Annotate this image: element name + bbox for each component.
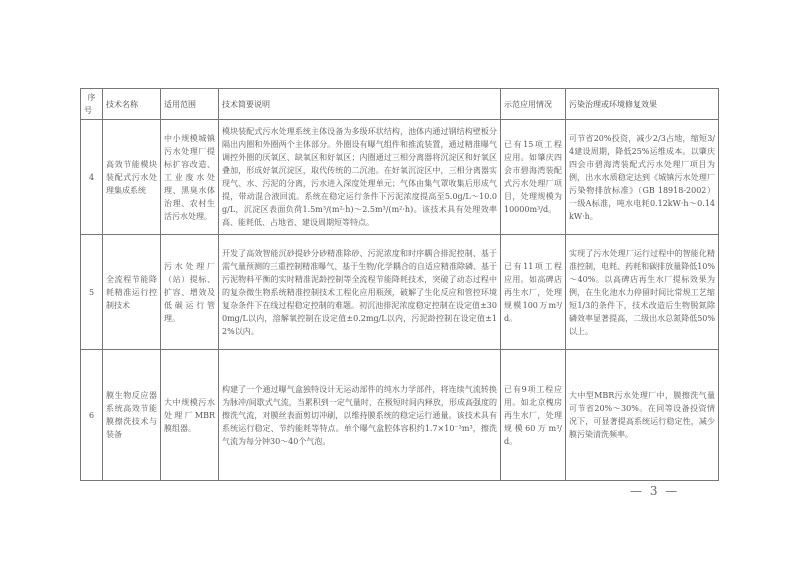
cell-effect: 实现了污水处理厂运行过程中的智能化精准控制，电耗、药耗和碳排放量降低10%～40%。以高碑店再生水厂提标效果为例，在生化池水力停留时间比常规工艺缩短1/3的条件下，技术改造后生物脱氮除磷效率显著提高，二级出水总氮降低50%以上。 — [566, 235, 719, 350]
table-row — [81, 350, 719, 481]
header-demo: 示范应用情况 — [501, 89, 566, 120]
technology-table — [80, 88, 719, 481]
cell-demo: 已有15项工程应用。如肇庆四会市碧海湾装配式污水处理厂项目，处理规模为10000m³/d。 — [501, 120, 566, 235]
cell-name: 全流程节能降耗精准运行控制技术 — [103, 235, 161, 350]
header-scope: 适用范围 — [161, 89, 219, 120]
table-row — [81, 235, 719, 350]
cell-no: 4 — [81, 120, 103, 235]
cell-effect: 大中型MBR污水处理厂中，膜擦洗气量可节省20%～30%。在同等设备投资情况下，可显著提高系统运行稳定性，减少膜污染清洗频率。 — [566, 350, 719, 481]
table-row — [81, 120, 719, 235]
cell-desc: 开发了高效智能沉砂提砂分砂精准除砂、污泥浓度和时序耦合排泥控制、基于需气量预测的三重控制精准曝气、基于生物/化学耦合的自适应精准除磷、基于污泥物料平衡的实时精准泥龄控制等全流程节能降耗技术，突破了动态过程中的复杂微生物系统精准控制技术工程化应用瓶颈，破解了生化反应和管控环境复杂条件下在线过程稳定控制的难题。初沉池排泥浓度稳定控制在设定值±300mg/L以内，溶解氧控制在设定值±0.2mg/L以内，污泥龄控制在设定值±12%以内。 — [219, 235, 501, 350]
header-name: 技术名称 — [103, 89, 161, 120]
header-no: 序号 — [81, 89, 103, 120]
cell-scope: 中小规模城镇污水处理厂提标扩容改造、工业废水处理、黑臭水体治理、农村生活污水处理。 — [161, 120, 219, 235]
cell-scope: 大中规模污水处理厂MBR膜组器。 — [161, 350, 219, 481]
cell-demo: 已有11项工程应用。如高碑店再生水厂，处理规模100万m³/d。 — [501, 235, 566, 350]
cell-name: 高效节能模块装配式污水处理集成系统 — [103, 120, 161, 235]
table-header-row — [81, 89, 719, 120]
cell-no: 5 — [81, 235, 103, 350]
cell-demo: 已有9项工程应用。如北京槐房再生水厂，处理规模60万m³/d。 — [501, 350, 566, 481]
cell-effect: 可节省20%投资，减少2/3占地，缩短3/4建设周期，降低25%运维成本。以肇庆四会市碧海湾装配式污水处理厂项目为例，出水水质稳定达到《城镇污水处理厂污染物排放标准》（GB 18918-2002）一级A标准，吨水电耗0.12kW·h～0.14kW·h。 — [566, 120, 719, 235]
cell-name: 膜生物反应器系统高效节能膜擦洗技术与装备 — [103, 350, 161, 481]
page-number: — 3 — — [630, 484, 680, 498]
cell-desc: 模块装配式污水处理系统主体设备为多级环状结构，池体内通过钢结构壁板分隔出内圈和外圈两个主体部分。外圈设有曝气组件和推流装置，通过精准曝气调控外圈的厌氧区、缺氧区和好氧区；内圈通过三相分离器将沉淀区和好氧区叠加，形成好氧沉淀区，取代传统的二沉池。在好氧沉淀区中，三相分离器实现气、水、污泥的分离，污水进入深度处理单元；气体由集气罩收集后形成气提，带动混合液回流。系统在稳定运行条件下污泥浓度提高至5.0g/L～10.0g/L，沉淀区表面负荷1.5m³/(m²·h)～2.5m³/(m²·h)。该技术具有处理效率高、能耗低、占地省、建设周期短等特点。 — [219, 120, 501, 235]
cell-scope: 污水处理厂（站）提标、扩容、增效及低碳运行管理。 — [161, 235, 219, 350]
header-desc: 技术简要说明 — [219, 89, 501, 120]
cell-no: 6 — [81, 350, 103, 481]
header-effect: 污染治理或环境修复效果 — [566, 89, 719, 120]
cell-desc: 构建了一个通过曝气盒独特设计无运动部件的纯水力学部件，将连续气流转换为脉冲/间歇式气流，当累积到一定气量时，在极短时间内释放，形成高强度的擦洗气流，对膜丝表面剪切冲刷，以维持膜系统的稳定运行通量。该技术具有系统运行稳定、节约能耗等特点。单个曝气盒腔体容积约1.7×10⁻³m³，擦洗气流为每分钟30～40个气泡。 — [219, 350, 501, 481]
